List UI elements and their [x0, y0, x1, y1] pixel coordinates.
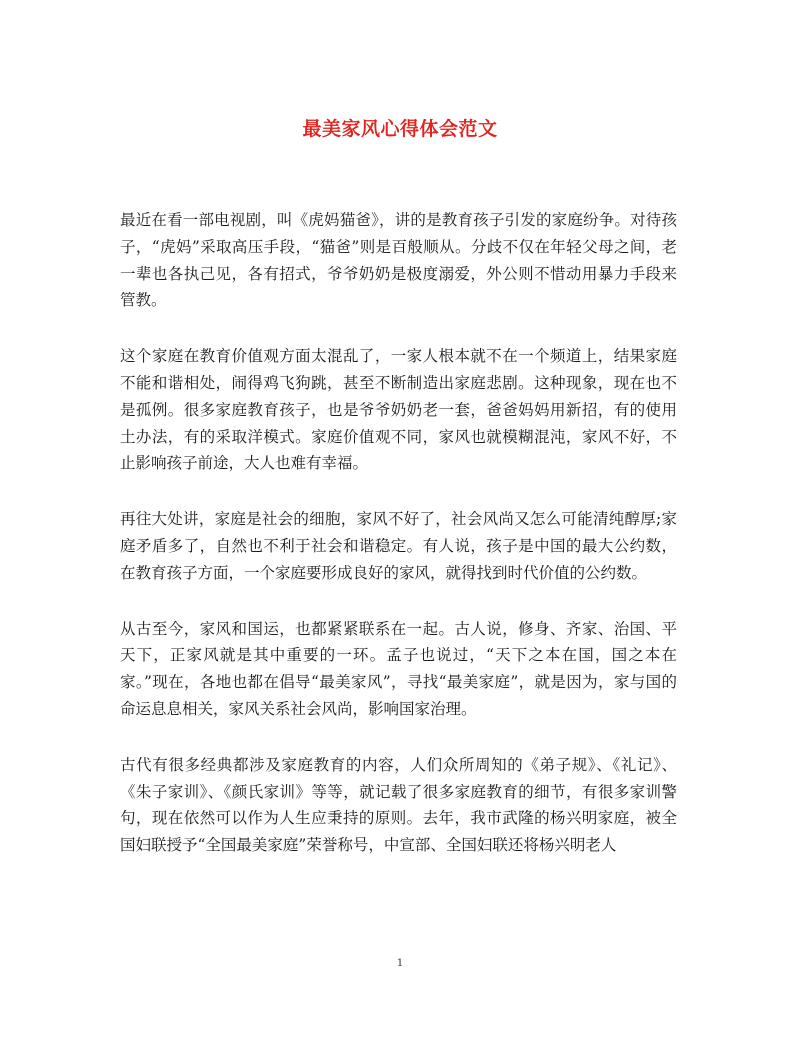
- paragraph-4: 从古至今，家风和国运，也都紧紧联系在一起。古人说，修身、齐家、治国、平天下，正家风就是其中重要的一环。孟子也说过，“天下之本在国，国之本在家。”现在，各地也都在倡导“最美家风”，寻找“最美家庭”，就是因为，家与国的命运息息相关，家风关系社会风尚，影响国家治理。: [120, 619, 677, 718]
- paragraph-2: 这个家庭在教育价值观方面太混乱了，一家人根本就不在一个频道上，结果家庭不能和谐相处，闹得鸡飞狗跳，甚至不断制造出家庭悲剧。这种现象，现在也不是孤例。很多家庭教育孩子，也是爷爷奶奶老一套，爸爸妈妈用新招，有的使用土办法，有的采取洋模式。家庭价值观不同，家风也就模糊混沌，家风不好，不止影响孩子前途，大人也难有幸福。: [120, 347, 677, 473]
- paragraph-3: 再往大处讲，家庭是社会的细胞，家风不好了，社会风尚又怎么可能清纯醇厚;家庭矛盾多了，自然也不利于社会和谐稳定。有人说，孩子是中国的最大公约数，在教育孩子方面，一个家庭要形成良好的家风，就得找到时代价值的公约数。: [120, 510, 677, 582]
- document-title: 最美家风心得体会范文: [302, 118, 498, 140]
- paragraph-1: 最近在看一部电视剧，叫《虎妈猫爸》，讲的是教育孩子引发的家庭纷争。对待孩子，“虎妈”采取高压手段，“猫爸”则是百般顺从。分歧不仅在年轻父母之间，老一辈也各执己见，各有招式，爷爷奶奶是极度溺爱，外公则不惜动用暴力手段来管教。: [120, 211, 677, 310]
- paragraph-5: 古代有很多经典都涉及家庭教育的内容，人们众所周知的《弟子规》、《礼记》、《朱子家训》、《颜氏家训》等等，就记载了很多家庭教育的细节，有很多家训警句，现在依然可以作为人生应秉持的原则。去年，我市武隆的杨兴明家庭，被全国妇联授予“全国最美家庭”荣誉称号，中宣部、全国妇联还将杨兴明老人: [120, 755, 677, 855]
- page-number: 1: [396, 958, 404, 969]
- document-body: [120, 207, 677, 888]
